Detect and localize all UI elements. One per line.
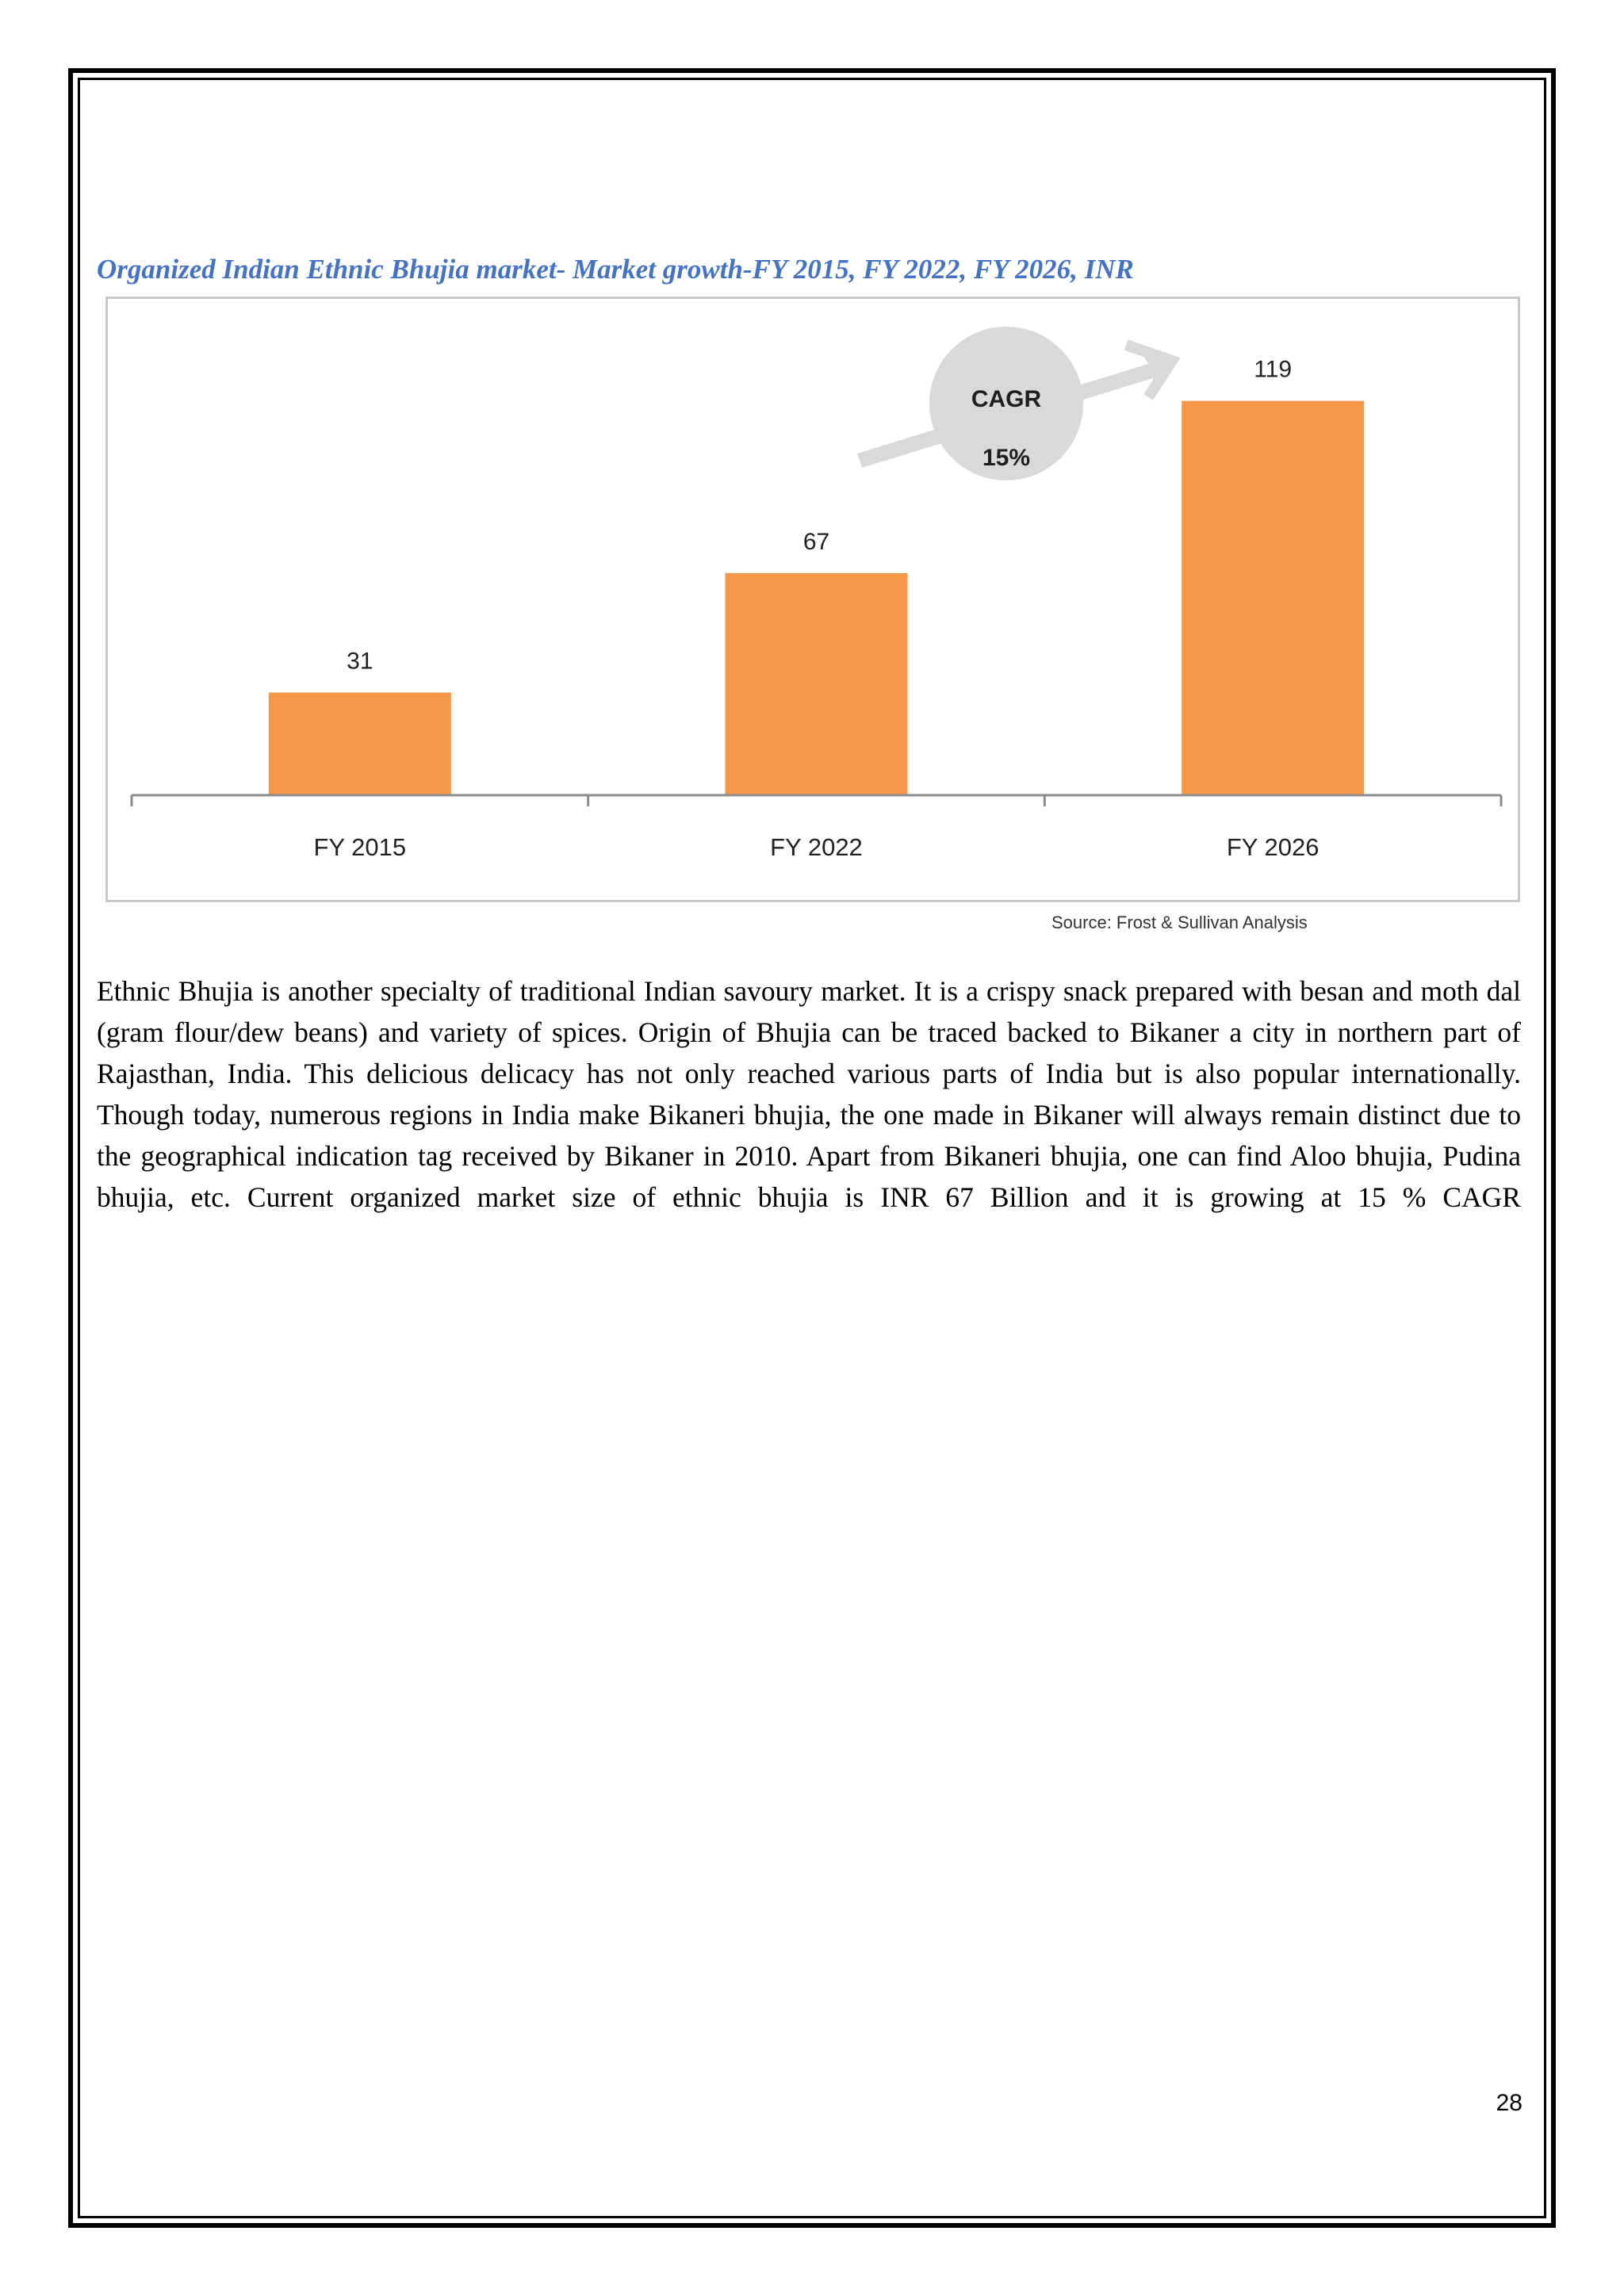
chart-source: Source: Frost & Sullivan Analysis [1051, 913, 1308, 932]
bar-fy-2022 [726, 573, 908, 795]
data-label: 31 [347, 648, 373, 675]
bar-fy-2015 [269, 692, 451, 795]
data-label: 67 [802, 528, 830, 555]
cagr-value: 15% [982, 445, 1031, 471]
x-tick-label: FY 2026 [1226, 833, 1320, 861]
body-paragraph: Ethnic Bhujia is another specialty of traditional Indian savoury market. It is a crispy snack prepared with besan and moth dal (gram flour/dew beans) and variety of spices. Origin of Bhujia can be traced backed to Bikaner a city in northern part of Rajasthan, India. This delicious delicacy has not only reached various parts of India but is also popular internationally. Though today, numerous regions in India make Bikaneri bhujia, the one made in Bikaner will always remain distinct due to the geographical indication tag received by Bikaner in 2010. Apart from Bikaneri bhujia, one can find Aloo bhujia, Pudina bhujia, etc. Current organized market size of ethnic bhujia is INR 67 Billion and it is growing at 15 % CAGR [97, 975, 1521, 1213]
bar-chart [108, 299, 1518, 900]
x-tick-label: FY 2022 [770, 833, 863, 861]
figure-title: Organized Indian Ethnic Bhujia market- Market growth-FY 2015, FY 2022, FY 2026, INR [97, 254, 1134, 285]
x-tick-label: FY 2015 [313, 833, 407, 861]
bar-fy-2026 [1182, 401, 1364, 795]
data-label: 119 [1254, 356, 1293, 383]
bar-chart-frame [105, 297, 1520, 902]
cagr-label: CAGR [971, 386, 1042, 412]
page-number: 28 [1496, 2090, 1522, 2116]
